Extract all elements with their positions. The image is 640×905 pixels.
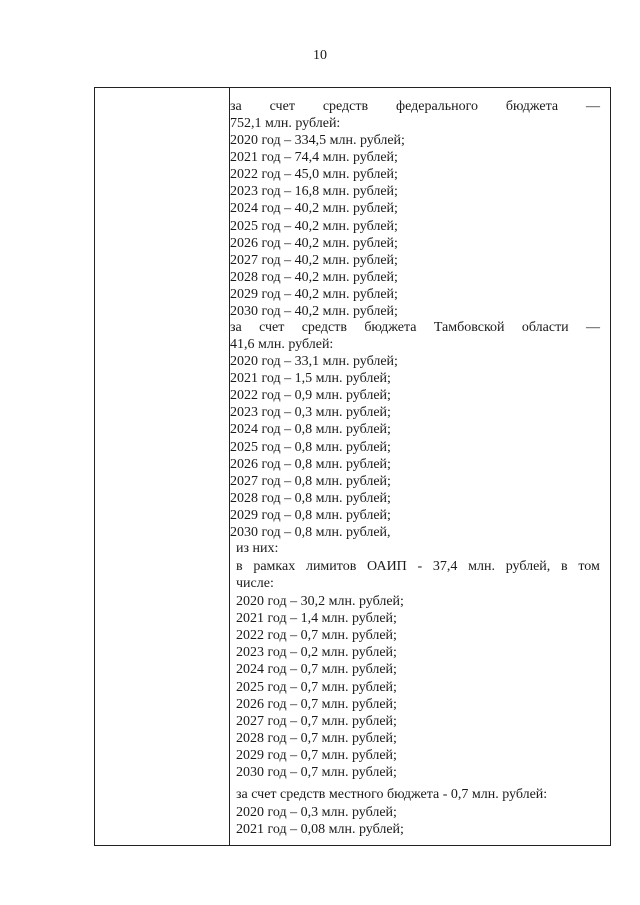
document-table: [94, 87, 611, 846]
heading-word: рамках: [253, 559, 296, 574]
year-line: 2021 год – 0,08 млн. рублей;: [236, 822, 404, 838]
year-line: 2026 год – 0,7 млн. рублей;: [236, 696, 397, 712]
year-line: 2029 год – 0,7 млн. рублей;: [236, 747, 397, 763]
heading-word: за: [230, 320, 242, 335]
heading-word: 37,4: [432, 559, 458, 574]
heading-word: том: [578, 559, 600, 574]
year-line: 2028 год – 40,2 млн. рублей;: [230, 269, 398, 285]
local-heading: за счет средств местного бюджета - 0,7 млн. рублей:: [236, 787, 548, 802]
year-line: 2020 год – 0,3 млн. рублей;: [236, 805, 397, 820]
heading-word: млн.: [468, 559, 495, 574]
year-line: 2026 год – 0,8 млн. рублей;: [230, 456, 391, 472]
heading-word: в: [236, 559, 243, 574]
year-line: 2024 год – 0,8 млн. рублей;: [230, 422, 391, 438]
heading-word: бюджета: [505, 99, 559, 114]
table-right-column: [230, 88, 610, 845]
year-line: 2024 год – 40,2 млн. рублей;: [230, 201, 398, 217]
of-which-label: из них:: [236, 541, 279, 556]
heading-word: счет: [259, 320, 285, 335]
heading-word: —: [586, 320, 600, 335]
year-line: 2020 год – 334,5 млн. рублей;: [230, 133, 405, 148]
year-line: 2027 год – 40,2 млн. рублей;: [230, 252, 398, 268]
federal-heading: [230, 98, 600, 115]
year-line: 2029 год – 0,8 млн. рублей;: [230, 507, 391, 523]
year-line: 2028 год – 0,8 млн. рублей;: [230, 490, 391, 506]
year-line: 2021 год – 1,4 млн. рублей;: [236, 611, 397, 627]
heading-word: Тамбовской: [433, 320, 505, 335]
heading-word: рублей,: [505, 559, 551, 574]
year-line: 2022 год – 0,9 млн. рублей;: [230, 388, 391, 404]
table-left-column: [95, 88, 230, 845]
year-line: 2030 год – 0,7 млн. рублей;: [236, 765, 397, 780]
year-line: 2023 год – 0,2 млн. рублей;: [236, 645, 397, 661]
federal-total: 752,1 млн. рублей:: [230, 116, 341, 131]
heading-word: области: [521, 320, 569, 335]
heading-word: -: [417, 559, 423, 574]
year-line: 2020 год – 30,2 млн. рублей;: [236, 594, 404, 609]
year-line: 2023 год – 0,3 млн. рублей;: [230, 405, 391, 421]
heading-word: за: [230, 99, 242, 114]
year-line: 2030 год – 0,8 млн. рублей,: [230, 525, 391, 540]
heading-word: бюджета: [364, 320, 417, 335]
regional-heading: [230, 319, 600, 336]
oaip-heading: [236, 558, 600, 575]
heading-word: средств: [322, 99, 369, 114]
page-number: 10: [313, 48, 327, 63]
year-line: 2028 год – 0,7 млн. рублей;: [236, 730, 397, 746]
heading-word: ОАИП: [367, 559, 407, 574]
year-line: 2030 год – 40,2 млн. рублей;: [230, 304, 398, 319]
oaip-heading-cont: числе:: [236, 576, 274, 591]
year-line: 2025 год – 0,7 млн. рублей;: [236, 679, 397, 695]
heading-word: —: [585, 99, 600, 114]
heading-word: лимитов: [305, 559, 357, 574]
heading-word: федерального: [396, 99, 479, 114]
heading-word: счет: [269, 99, 295, 114]
year-line: 2022 год – 0,7 млн. рублей;: [236, 628, 397, 644]
year-line: 2024 год – 0,7 млн. рублей;: [236, 662, 397, 678]
year-line: 2025 год – 0,8 млн. рублей;: [230, 439, 391, 455]
year-line: 2023 год – 16,8 млн. рублей;: [230, 184, 398, 200]
heading-word: средств: [301, 320, 347, 335]
year-line: 2022 год – 45,0 млн. рублей;: [230, 167, 398, 183]
year-line: 2029 год – 40,2 млн. рублей;: [230, 286, 398, 302]
year-line: 2021 год – 1,5 млн. рублей;: [230, 371, 391, 387]
year-line: 2027 год – 0,8 млн. рублей;: [230, 473, 391, 489]
year-line: 2027 год – 0,7 млн. рублей;: [236, 713, 397, 729]
heading-word: в: [561, 559, 568, 574]
regional-total: 41,6 млн. рублей:: [230, 337, 334, 352]
year-line: 2026 год – 40,2 млн. рублей;: [230, 235, 398, 251]
year-line: 2021 год – 74,4 млн. рублей;: [230, 150, 398, 166]
year-line: 2020 год – 33,1 млн. рублей;: [230, 354, 398, 369]
year-line: 2025 год – 40,2 млн. рублей;: [230, 218, 398, 234]
